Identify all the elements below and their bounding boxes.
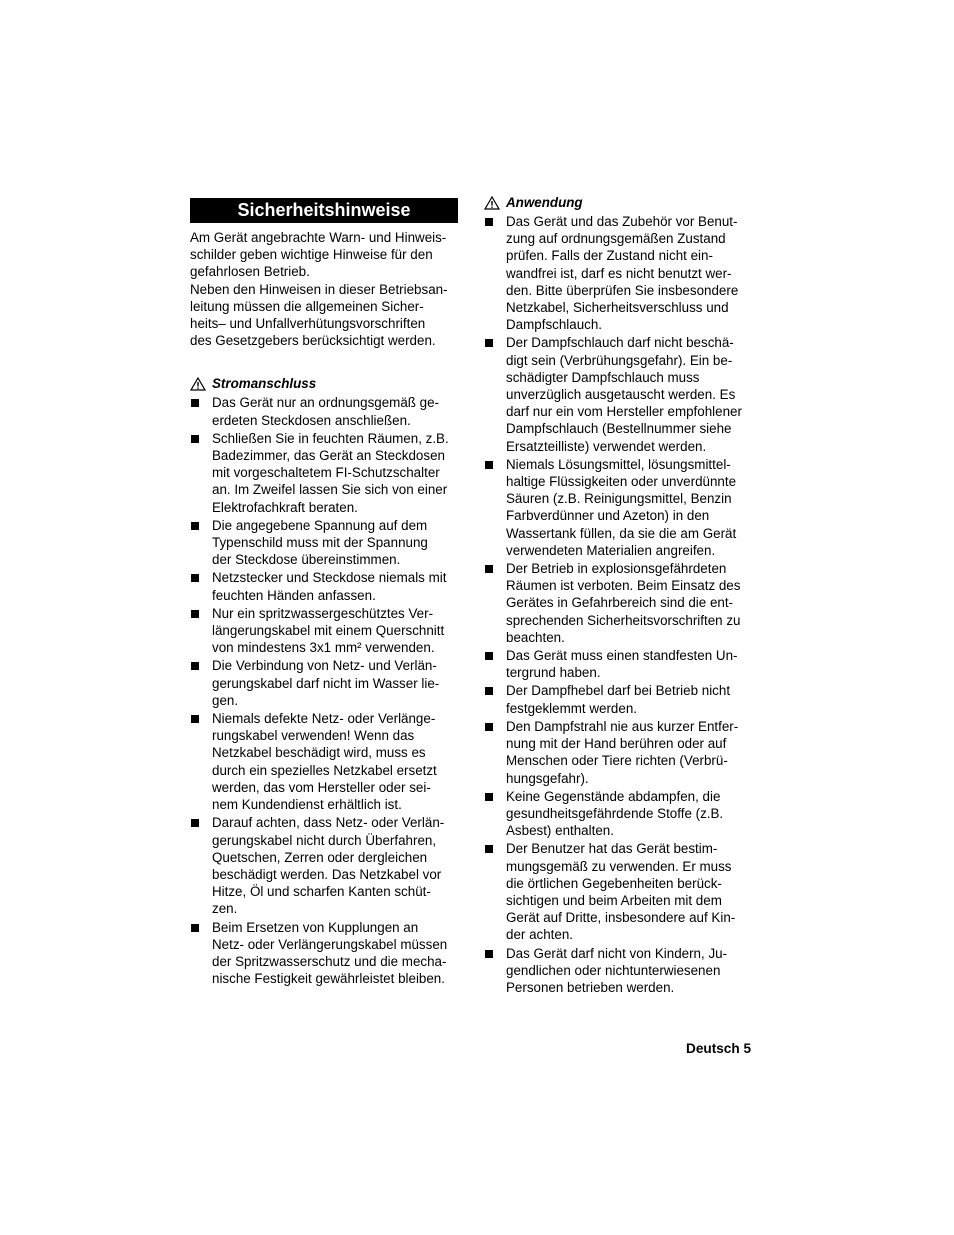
list-item-text: Hitze, Öl und scharfen Kanten schüt-: [212, 884, 431, 900]
list-item-text: werden, das vom Hersteller oder sei-: [212, 779, 431, 795]
square-bullet-icon: [485, 793, 493, 801]
list-item-text: festgeklemmt werden.: [506, 700, 637, 716]
left-column: [190, 198, 458, 988]
square-bullet-icon: [191, 574, 199, 582]
list-item-text: Die angegebene Spannung auf dem: [212, 517, 428, 533]
list-item-text: tergrund haben.: [506, 665, 601, 681]
list-item: [484, 647, 752, 681]
list-item-text: Quetschen, Zerren oder dergleichen: [212, 849, 428, 865]
section-heading-label: Anwendung: [506, 195, 583, 210]
list-item-text: Ersatzteilliste) verwendet werden.: [506, 438, 707, 454]
list-item-text: Gerät auf Dritte, insbesondere auf Kin-: [506, 910, 736, 926]
list-item-text: gesundheitsgefährdende Stoffe (z.B.: [506, 805, 724, 821]
list-item-text: unverzüglich ausgetauscht werden. Es: [506, 387, 736, 403]
right-column: [484, 194, 752, 997]
list-item-text: sprechenden Sicherheitsvorschriften zu: [506, 612, 741, 628]
square-bullet-icon: [485, 687, 493, 695]
list-item-text: Das Gerät darf nicht von Kindern, Ju-: [506, 945, 728, 961]
list-item-text: sichtigen und beim Arbeiten mit dem: [506, 892, 722, 908]
list-item-text: längerungskabel mit einem Querschnitt: [212, 623, 445, 639]
list-item-text: haltige Flüssigkeiten oder unverdünnte: [506, 474, 737, 490]
list-item-text: Das Gerät und das Zubehör vor Benut-: [506, 214, 738, 229]
list-item-text: Menschen oder Tiere richten (Verbrü-: [506, 753, 728, 769]
list-item-text: rungskabel verwenden! Wenn das: [212, 728, 415, 744]
list-item-text: Netzstecker und Steckdose niemals mit: [212, 570, 447, 586]
page-number: Deutsch 5: [686, 1041, 751, 1056]
square-bullet-icon: [485, 218, 493, 226]
list-item: [190, 517, 458, 569]
square-bullet-icon: [191, 924, 199, 932]
list-item-text: Der Betrieb in explosionsgefährdeten: [506, 561, 727, 577]
list-item-text: Schließen Sie in feuchten Räumen, z.B.: [212, 430, 449, 446]
square-bullet-icon: [191, 399, 199, 407]
list-item-text: Die Verbindung von Netz- und Verlän-: [212, 658, 437, 674]
list-item-text: Keine Gegenstände abdampfen, die: [506, 788, 721, 804]
list-item-text: Asbest) enthalten.: [506, 823, 614, 839]
list-item-text: Typenschild muss mit der Spannung: [212, 535, 428, 551]
list-item-text: gen.: [212, 692, 239, 708]
list-item: [484, 334, 752, 454]
list-item: [190, 657, 458, 709]
list-item: [190, 919, 458, 988]
list-item-text: wandfrei ist, darf es nicht benutzt wer-: [506, 265, 732, 281]
warning-triangle-icon: [484, 196, 500, 210]
list-item: [190, 814, 458, 917]
list-item-text: prüfen. Falls der Zustand nicht ein-: [506, 248, 713, 264]
intro-line: Neben den Hinweisen in dieser Betriebsan-: [190, 281, 448, 297]
list-item-text: zung auf ordnungsgemäßen Zustand: [506, 231, 726, 247]
list-item-text: Der Benutzer hat das Gerät bestim-: [506, 841, 718, 857]
list-item-text: mungsgemäß zu verwenden. Er muss: [506, 858, 732, 874]
list-item: [484, 682, 752, 716]
intro-line: des Gesetzgebers berücksichtigt werden.: [190, 333, 436, 349]
list-item-text: Räumen ist verboten. Beim Einsatz des: [506, 578, 741, 594]
list-item: [484, 560, 752, 646]
list-item-text: Das Gerät nur an ordnungsgemäß ge-: [212, 395, 440, 411]
list-item: [484, 213, 752, 333]
list-item: [484, 718, 752, 787]
list-item-text: Badezimmer, das Gerät an Steckdosen: [212, 448, 445, 464]
list-item-text: Gerätes in Gefahrbereich sind die ent-: [506, 595, 734, 611]
list-item: [484, 456, 752, 559]
list-item-text: Elektrofachkraft beraten.: [212, 499, 358, 515]
list-item-text: durch ein spezielles Netzkabel ersetzt: [212, 762, 437, 778]
page-title: Sicherheitshinweise: [190, 198, 458, 223]
list-item-text: Netzkabel, Sicherheitsverschluss und: [506, 300, 729, 316]
intro-line: schilder geben wichtige Hinweise für den: [190, 247, 433, 263]
intro-line: gefahrlosen Betrieb.: [190, 264, 310, 280]
list-item-text: schädigter Dampfschlauch muss: [506, 369, 700, 385]
square-bullet-icon: [485, 461, 493, 469]
intro-line: leitung müssen die allgemeinen Sicher-: [190, 298, 424, 314]
square-bullet-icon: [485, 845, 493, 853]
square-bullet-icon: [485, 339, 493, 347]
bullet-list-anwendung: [484, 213, 752, 996]
square-bullet-icon: [191, 522, 199, 530]
square-bullet-icon: [191, 662, 199, 670]
list-item: [190, 394, 458, 428]
square-bullet-icon: [485, 565, 493, 573]
list-item-text: digt sein (Verbrühungsgefahr). Ein be-: [506, 352, 733, 368]
list-item-text: Das Gerät muss einen standfesten Un-: [506, 648, 738, 664]
list-item-text: Nur ein spritzwassergeschütztes Ver-: [212, 605, 434, 621]
list-item-text: den. Bitte überprüfen Sie insbesondere: [506, 282, 739, 298]
list-item-text: der Steckdose übereinstimmen.: [212, 552, 401, 568]
list-item: [190, 710, 458, 813]
list-item-text: nung mit der Hand berühren oder auf: [506, 736, 727, 752]
list-item-text: an. Im Zweifel lassen Sie sich von einer: [212, 482, 448, 498]
square-bullet-icon: [485, 652, 493, 660]
list-item-text: zen.: [212, 901, 238, 917]
list-item: [484, 788, 752, 840]
square-bullet-icon: [485, 950, 493, 958]
list-item-text: verwendeten Materialien angreifen.: [506, 542, 716, 558]
list-item-text: Dampfschlauch.: [506, 317, 603, 333]
list-item-text: Niemals Lösungsmittel, lösungsmittel-: [506, 456, 731, 472]
list-item-text: Personen betrieben werden.: [506, 979, 675, 995]
list-item-text: feuchten Händen anfassen.: [212, 587, 376, 603]
list-item-text: gendlichen oder nichtunterwiesenen: [506, 962, 721, 978]
list-item-text: erdeten Steckdosen anschließen.: [212, 412, 411, 428]
section-heading-stromanschluss: [190, 375, 458, 392]
intro-paragraph: [190, 229, 458, 349]
list-item-text: hungsgefahr).: [506, 770, 589, 786]
intro-line: Am Gerät angebrachte Warn- und Hinweis-: [190, 230, 447, 245]
list-item-text: Dampfschlauch (Bestellnummer siehe: [506, 421, 732, 437]
list-item-text: Farbverdünner und Azeton) in den: [506, 508, 710, 524]
list-item: [484, 945, 752, 997]
list-item-text: der achten.: [506, 927, 573, 943]
list-item-text: nem Kundendienst erhältlich ist.: [212, 797, 402, 813]
list-item-text: nische Festigkeit gewährleistet bleiben.: [212, 971, 445, 987]
list-item-text: gerungskabel nicht durch Überfahren,: [212, 832, 437, 848]
square-bullet-icon: [191, 715, 199, 723]
list-item-text: Netzkabel beschädigt wird, muss es: [212, 745, 426, 761]
square-bullet-icon: [485, 723, 493, 731]
list-item-text: die örtlichen Gegebenheiten berück-: [506, 875, 722, 891]
list-item-text: Niemals defekte Netz- oder Verlänge-: [212, 711, 436, 727]
list-item: [190, 605, 458, 657]
list-item-text: der Spritzwasserschutz und die mecha-: [212, 953, 447, 969]
intro-line: heits– und Unfallverhütungsvorschriften: [190, 316, 426, 332]
list-item-text: darf nur ein vom Hersteller empfohlener: [506, 404, 742, 420]
list-item-text: Säuren (z.B. Reinigungsmittel, Benzin: [506, 491, 732, 507]
list-item-text: Darauf achten, dass Netz- oder Verlän-: [212, 815, 445, 831]
warning-triangle-icon: [190, 377, 206, 391]
list-item-text: gerungskabel darf nicht im Wasser lie-: [212, 675, 440, 691]
square-bullet-icon: [191, 819, 199, 827]
list-item-text: Wassertank füllen, da sie die am Gerät: [506, 525, 737, 541]
bullet-list-stromanschluss: [190, 394, 458, 987]
list-item-text: Beim Ersetzen von Kupplungen an: [212, 919, 419, 935]
list-item: [190, 430, 458, 516]
list-item-text: mit vorgeschaltetem FI-Schutzschalter: [212, 465, 440, 481]
list-item-text: Den Dampfstrahl nie aus kurzer Entfer-: [506, 718, 739, 734]
list-item-text: Der Dampfhebel darf bei Betrieb nicht: [506, 683, 731, 699]
list-item-text: Netz- oder Verlängerungskabel müssen: [212, 936, 448, 952]
list-item: [190, 569, 458, 603]
square-bullet-icon: [191, 435, 199, 443]
list-item: [484, 840, 752, 943]
section-heading-anwendung: [484, 194, 752, 211]
list-item-text: Der Dampfschlauch darf nicht beschä-: [506, 335, 734, 351]
list-item-text: beachten.: [506, 629, 565, 645]
square-bullet-icon: [191, 610, 199, 618]
list-item-text: von mindestens 3x1 mm² verwenden.: [212, 640, 435, 656]
list-item-text: beschädigt werden. Das Netzkabel vor: [212, 866, 442, 882]
section-heading-label: Stromanschluss: [212, 376, 317, 392]
